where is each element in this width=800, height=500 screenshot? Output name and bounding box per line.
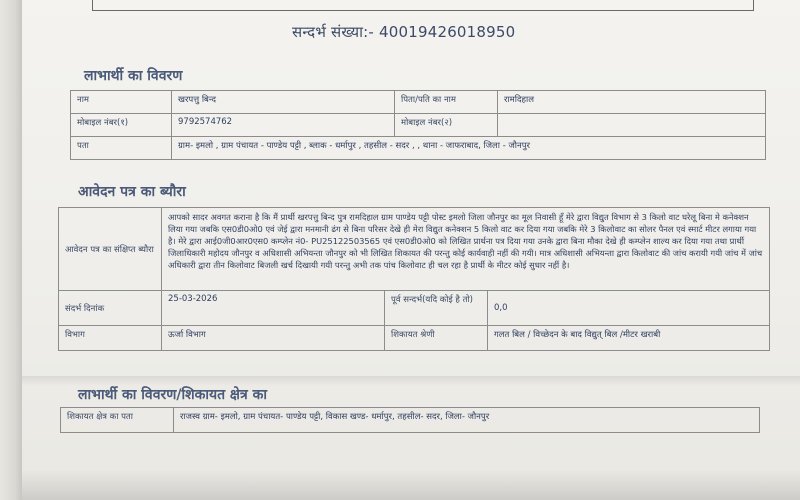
address-value: ग्राम- इमलो , ग्राम पंचायत - पाण्डेय पट्टी , ब्लाक - धर्मापुर , तहसील - सदर , , थाना - जाफराबाद, जिला - जौनपुर	[172, 137, 766, 160]
category-label: शिकायत श्रेणी	[385, 326, 488, 351]
table-row	[71, 114, 766, 137]
application-table	[58, 207, 770, 351]
table-row	[71, 137, 766, 160]
address-label: पता	[71, 137, 172, 160]
top-frame-border	[92, 0, 754, 11]
table-row	[59, 208, 770, 291]
area-address-value: राजस्व ग्राम- इमलो, ग्राम पंचायत- पाण्डेय पट्टी, विकास खण्ड- धर्मापुर, तहसील- सदर, जिला- जौनपुर	[174, 408, 760, 433]
mobile2-value	[498, 114, 766, 137]
father-label: पिता/पति का नाम	[395, 91, 498, 114]
summary-label: आवेदन पत्र का संक्षिप्त ब्यौरा	[59, 208, 162, 291]
mobile1-label: मोबाइल नंबर(१)	[71, 114, 172, 137]
summary-value: आपको सादर अवगत कराना है कि मैं प्रार्थी खरपत्तु बिन्द पुत्र रामदिहाल ग्राम पाण्डेय पट्टी पोस्ट इमलो जिला जौनपुर का मूल निवासी हूँ मेरे द्वारा विद्युत विभाग से 3 किलो वाट घरेलू बिना मे कनेक्शन लिया गया जबकि एस0डी0ओ0 एवं जेई द्वारा मनमानी ढंग से बिना परिसर देखे ही मेरा विद्युत कनेक्शन 5 किलो वाट कर दिया गया जबकि मेरे 3 किलोवाट का सोलर पैनल एवं स्मार्ट मीटर लगाया गया है। मेरे द्वारा आई0जी0आर0एस0 कम्प्लेन नं0- PU25122503565 एवं एस0डी0ओ0 को लिखित प्रार्थना पत्र दिया गया उनके द्वारा बिना मौका देखे ही कम्प्लेन शाल्य कर दिया गया तथा प्रार्थी जिलाधिकारी महोदय जौनपुर व अधिशासी अभियन्ता जौनपुर को भी लिखित शिकायत की परन्तु कोई कार्यवाही नहीं की गयी। मात्र अधिशासी अभियन्ता द्वारा किलोवाट की जांच करायी गयी जांच में जांच अधिकारी द्वारा तीन किलोवाट बिजली खर्च दिखायी गयी परन्तु अभी तक पांच किलोवाट ही चल रहा है प्रार्थी के मीटर कोई सुधार नहीं है।	[162, 208, 770, 291]
name-label: नाम	[71, 91, 172, 114]
area-heading: लाभार्थी का विवरण/शिकायत क्षेत्र का	[78, 387, 267, 403]
reference-number: सन्दर्भ संख्या:- 40019426018950	[292, 23, 516, 41]
prev-ref-label: पूर्व सन्दर्भ(यदि कोई है तो)	[385, 291, 488, 326]
father-value: रामदिहाल	[498, 91, 766, 114]
table-row	[71, 91, 766, 114]
application-heading: आवेदन पत्र का ब्यौरा	[78, 184, 186, 200]
date-label: संदर्भ दिनांक	[59, 291, 162, 326]
table-row	[59, 291, 770, 326]
beneficiary-table	[70, 90, 766, 160]
area-table	[60, 407, 760, 433]
dept-value: ऊर्जा विभाग	[162, 326, 385, 351]
name-value: खरपत्तु बिन्द	[172, 91, 395, 114]
table-row	[61, 408, 760, 433]
prev-ref-value: 0,0	[488, 291, 770, 326]
category-value: गलत बिल / विच्छेदन के बाद विद्युत् बिल /मीटर खराबी	[488, 326, 770, 351]
page-shadow	[22, 470, 800, 500]
area-address-label: शिकायत क्षेत्र का पता	[61, 408, 174, 433]
table-row	[59, 326, 770, 351]
dept-label: विभाग	[59, 326, 162, 351]
mobile1-value: 9792574762	[172, 114, 395, 137]
beneficiary-heading: लाभार्थी का विवरण	[84, 68, 183, 84]
document-page	[22, 0, 800, 500]
mobile2-label: मोबाइल नंबर(२)	[395, 114, 498, 137]
date-value: 25-03-2026	[162, 291, 385, 326]
